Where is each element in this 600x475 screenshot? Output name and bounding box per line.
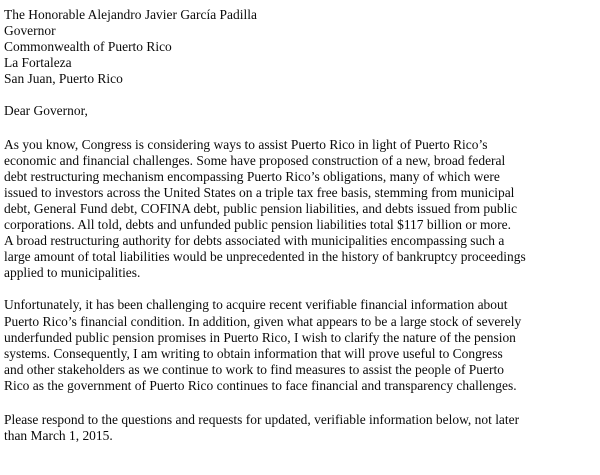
paragraph-line: Rico as the government of Puerto Rico continues to face financial and transparency challenges. bbox=[4, 377, 517, 393]
paragraph-1 bbox=[4, 137, 600, 282]
paragraph-line: As you know, Congress is considering ways to assist Puerto Rico in light of Puerto Rico’s bbox=[4, 136, 488, 152]
paragraph-line: Please respond to the questions and requests for updated, verifiable information below, not later bbox=[4, 411, 520, 427]
paragraph-line: large amount of total liabilities would be unprecedented in the history of bankruptcy proceedings bbox=[4, 249, 526, 265]
recipient-address bbox=[4, 7, 600, 87]
paragraph-line: underfunded public pension promises in Puerto Rico, I wish to clarify the nature of the pension bbox=[4, 329, 516, 345]
address-line-name: The Honorable Alejandro Javier García Padilla bbox=[4, 7, 257, 22]
paragraph-line: Unfortunately, it has been challenging to acquire recent verifiable financial information about bbox=[4, 297, 508, 313]
paragraph-line: issued to investors across the United States on a triple tax free basis, stemming from municipal bbox=[4, 184, 515, 200]
salutation bbox=[4, 103, 600, 119]
paragraph-line: Puerto Rico’s financial condition. In addition, given what appears to be a large stock of severely bbox=[4, 313, 522, 329]
paragraph-line: and other stakeholders as we continue to work to find measures to assist the people of Puerto bbox=[4, 361, 504, 377]
paragraph-line: debt, General Fund debt, COFINA debt, public pension liabilities, and debts issued from public bbox=[4, 200, 518, 216]
paragraph-line: debt restructuring mechanism encompassing Puerto Rico’s obligations, many of which were bbox=[4, 168, 500, 184]
address-line-commonwealth: Commonwealth of Puerto Rico bbox=[4, 39, 172, 55]
paragraph-2 bbox=[4, 297, 600, 394]
address-line-residence: La Fortaleza bbox=[4, 55, 72, 71]
paragraph-line: economic and financial challenges. Some have proposed construction of a new, broad federal bbox=[4, 152, 506, 168]
paragraph-line: systems. Consequently, I am writing to obtain information that will prove useful to Congress bbox=[4, 345, 503, 361]
salutation-text: Dear Governor, bbox=[4, 103, 88, 119]
paragraph-line: applied to municipalities. bbox=[4, 265, 141, 281]
paragraph-3 bbox=[4, 412, 600, 444]
address-line-title: Governor bbox=[4, 23, 56, 39]
paragraph-line: A broad restructuring authority for debts associated with municipalities encompassing such a bbox=[4, 233, 505, 249]
paragraph-line: than March 1, 2015. bbox=[4, 428, 113, 444]
paragraph-line: corporations. All told, debts and unfunded public pension liabilities total $117 billion or more. bbox=[4, 217, 511, 233]
address-line-city: San Juan, Puerto Rico bbox=[4, 71, 123, 87]
